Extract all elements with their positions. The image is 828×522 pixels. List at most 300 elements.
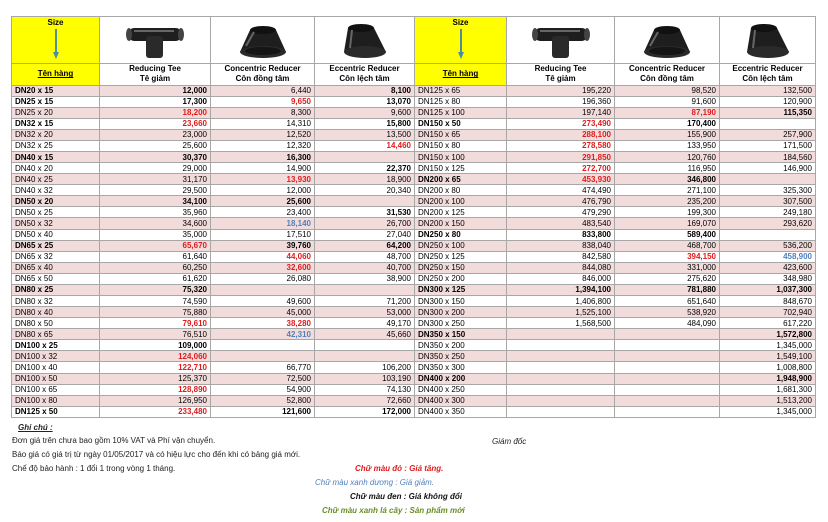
- right-size-cell: DN350 x 250: [415, 351, 507, 362]
- left-con-cell: 66,770: [211, 362, 315, 373]
- table-row: [12, 151, 816, 162]
- left-tee-cell: 233,480: [100, 406, 211, 417]
- left-con-cell: 49,600: [211, 295, 315, 306]
- right-tee-cell: [507, 395, 615, 406]
- left-ecc-cell: 13,500: [315, 129, 415, 140]
- arrow-down-icon: [53, 29, 59, 59]
- table-row: [12, 395, 816, 406]
- right-con-cell: 781,880: [615, 284, 720, 295]
- left-tee-cell: 35,960: [100, 207, 211, 218]
- right-size-cell: DN150 x 80: [415, 140, 507, 151]
- right-tee-cell: 1,406,800: [507, 295, 615, 306]
- table-row: [12, 163, 816, 174]
- right-con-cell: 271,100: [615, 185, 720, 196]
- left-ecc-cell: 14,460: [315, 140, 415, 151]
- right-size-cell: DN400 x 250: [415, 384, 507, 395]
- legend-black: Chữ màu đen : Giá không đổi: [350, 492, 462, 501]
- left-ecc-cell: 48,700: [315, 251, 415, 262]
- right-tee-cell: 195,220: [507, 85, 615, 96]
- right-tee-cell: 483,540: [507, 218, 615, 229]
- concentric-reducer-image-right: [615, 17, 720, 64]
- left-ecc-cell: 45,660: [315, 329, 415, 340]
- table-row: [12, 107, 816, 118]
- right-tee-cell: 474,490: [507, 185, 615, 196]
- right-con-cell: 589,400: [615, 229, 720, 240]
- left-size-cell: DN40 x 20: [12, 163, 100, 174]
- right-ecc-cell: 1,037,300: [720, 284, 816, 295]
- left-size-cell: DN40 x 25: [12, 174, 100, 185]
- left-size-cell: DN100 x 25: [12, 340, 100, 351]
- right-con-cell: 133,950: [615, 140, 720, 151]
- concentric-reducer-image: [211, 17, 315, 64]
- left-size-cell: DN125 x 50: [12, 406, 100, 417]
- right-con-cell: 91,600: [615, 96, 720, 107]
- left-ecc-cell: 22,370: [315, 163, 415, 174]
- arrow-down-icon: [458, 29, 464, 59]
- left-size-cell: DN32 x 20: [12, 129, 100, 140]
- left-size-cell: DN80 x 40: [12, 307, 100, 318]
- right-tee-cell: 838,040: [507, 240, 615, 251]
- table-row: [12, 185, 816, 196]
- right-ecc-cell: 325,300: [720, 185, 816, 196]
- left-size-cell: DN100 x 40: [12, 362, 100, 373]
- right-ecc-cell: 249,180: [720, 207, 816, 218]
- right-tee-cell: 272,700: [507, 163, 615, 174]
- left-size-cell: DN20 x 15: [12, 85, 100, 96]
- header-image-row: [12, 17, 816, 64]
- right-con-cell: [615, 395, 720, 406]
- right-tee-cell: [507, 384, 615, 395]
- left-ecc-cell: 103,190: [315, 373, 415, 384]
- right-tee-cell: 1,394,100: [507, 284, 615, 295]
- table-row: [12, 340, 816, 351]
- table-row: [12, 295, 816, 306]
- table-row: [12, 174, 816, 185]
- right-ecc-cell: 1,948,900: [720, 373, 816, 384]
- left-con-cell: 25,600: [211, 196, 315, 207]
- left-size-cell: DN65 x 50: [12, 273, 100, 284]
- left-tee-cell: 76,510: [100, 329, 211, 340]
- left-size-cell: DN100 x 65: [12, 384, 100, 395]
- right-con-cell: [615, 384, 720, 395]
- left-ecc-cell: [315, 284, 415, 295]
- table-row: [12, 384, 816, 395]
- left-tee-cell: 18,200: [100, 107, 211, 118]
- left-ecc-cell: 53,000: [315, 307, 415, 318]
- left-con-cell: 45,000: [211, 307, 315, 318]
- left-size-cell: DN100 x 80: [12, 395, 100, 406]
- right-con-cell: [615, 351, 720, 362]
- right-size-cell: DN300 x 125: [415, 284, 507, 295]
- col-header-concentric-reducer: Concentric Reducer Côn đồng tâm: [211, 64, 315, 85]
- left-tee-cell: 31,170: [100, 174, 211, 185]
- table-row: [12, 284, 816, 295]
- left-tee-cell: 35,000: [100, 229, 211, 240]
- right-size-cell: DN350 x 200: [415, 340, 507, 351]
- right-tee-cell: 453,930: [507, 174, 615, 185]
- right-con-cell: 116,950: [615, 163, 720, 174]
- name-header-right: Tên hàng: [415, 64, 507, 85]
- left-con-cell: 121,600: [211, 406, 315, 417]
- left-con-cell: 32,600: [211, 262, 315, 273]
- right-ecc-cell: 536,200: [720, 240, 816, 251]
- left-ecc-cell: 8,100: [315, 85, 415, 96]
- col-header-concentric-reducer-right: Concentric Reducer Côn đồng tâm: [615, 64, 720, 85]
- right-size-cell: DN250 x 80: [415, 229, 507, 240]
- right-ecc-cell: 1,345,000: [720, 406, 816, 417]
- right-tee-cell: 476,790: [507, 196, 615, 207]
- right-ecc-cell: 120,900: [720, 96, 816, 107]
- right-con-cell: [615, 406, 720, 417]
- left-size-cell: DN100 x 50: [12, 373, 100, 384]
- table-row: [12, 273, 816, 284]
- left-ecc-cell: 71,200: [315, 295, 415, 306]
- right-size-cell: DN150 x 100: [415, 151, 507, 162]
- left-con-cell: 13,930: [211, 174, 315, 185]
- right-ecc-cell: 348,980: [720, 273, 816, 284]
- right-con-cell: 468,700: [615, 240, 720, 251]
- left-ecc-cell: 27,040: [315, 229, 415, 240]
- left-tee-cell: 60,250: [100, 262, 211, 273]
- left-ecc-cell: 172,000: [315, 406, 415, 417]
- right-con-cell: 98,520: [615, 85, 720, 96]
- left-con-cell: 26,080: [211, 273, 315, 284]
- size-label: Size: [47, 18, 64, 27]
- right-size-cell: DN200 x 80: [415, 185, 507, 196]
- left-tee-cell: 122,710: [100, 362, 211, 373]
- left-tee-cell: 23,660: [100, 118, 211, 129]
- left-size-cell: DN50 x 20: [12, 196, 100, 207]
- left-size-cell: DN80 x 50: [12, 318, 100, 329]
- right-ecc-cell: 115,350: [720, 107, 816, 118]
- left-con-cell: 44,060: [211, 251, 315, 262]
- left-con-cell: 72,500: [211, 373, 315, 384]
- left-tee-cell: 30,370: [100, 151, 211, 162]
- left-con-cell: 12,320: [211, 140, 315, 151]
- right-size-cell: DN125 x 65: [415, 85, 507, 96]
- left-tee-cell: 17,300: [100, 96, 211, 107]
- left-ecc-cell: 38,900: [315, 273, 415, 284]
- table-row: [12, 218, 816, 229]
- left-con-cell: [211, 284, 315, 295]
- left-size-cell: DN65 x 25: [12, 240, 100, 251]
- reducing-tee-image: [100, 17, 211, 64]
- right-ecc-cell: 132,500: [720, 85, 816, 96]
- legend-blue: Chữ màu xanh dương : Giá giảm.: [315, 478, 435, 487]
- right-tee-cell: 196,360: [507, 96, 615, 107]
- left-ecc-cell: [315, 351, 415, 362]
- left-ecc-cell: 106,200: [315, 362, 415, 373]
- right-con-cell: [615, 329, 720, 340]
- right-tee-cell: [507, 362, 615, 373]
- col-header-reducing-tee-right: Reducing Tee Tê giảm: [507, 64, 615, 85]
- table-row: [12, 262, 816, 273]
- left-size-cell: DN80 x 32: [12, 295, 100, 306]
- left-size-cell: DN50 x 25: [12, 207, 100, 218]
- left-con-cell: 12,000: [211, 185, 315, 196]
- right-size-cell: DN300 x 200: [415, 307, 507, 318]
- left-con-cell: 14,900: [211, 163, 315, 174]
- right-tee-cell: 273,490: [507, 118, 615, 129]
- left-tee-cell: 29,500: [100, 185, 211, 196]
- left-con-cell: 54,900: [211, 384, 315, 395]
- right-size-cell: DN300 x 250: [415, 318, 507, 329]
- note-vat: Đơn giá trên chưa bao gồm 10% VAT và Phí vận chuyển.: [12, 436, 216, 445]
- left-ecc-cell: 18,900: [315, 174, 415, 185]
- right-ecc-cell: 1,681,300: [720, 384, 816, 395]
- right-con-cell: 87,190: [615, 107, 720, 118]
- left-con-cell: 52,800: [211, 395, 315, 406]
- left-tee-cell: 124,060: [100, 351, 211, 362]
- right-con-cell: [615, 373, 720, 384]
- right-tee-cell: 197,140: [507, 107, 615, 118]
- left-tee-cell: 128,890: [100, 384, 211, 395]
- right-tee-cell: 291,850: [507, 151, 615, 162]
- right-ecc-cell: 617,220: [720, 318, 816, 329]
- left-con-cell: 16,300: [211, 151, 315, 162]
- right-tee-cell: 844,080: [507, 262, 615, 273]
- right-ecc-cell: 1,513,200: [720, 395, 816, 406]
- left-tee-cell: 79,610: [100, 318, 211, 329]
- left-tee-cell: 109,000: [100, 340, 211, 351]
- header-text-row: [12, 64, 816, 85]
- right-ecc-cell: 307,500: [720, 196, 816, 207]
- left-size-cell: DN40 x 32: [12, 185, 100, 196]
- table-row: [12, 251, 816, 262]
- right-ecc-cell: [720, 229, 816, 240]
- right-tee-cell: 833,800: [507, 229, 615, 240]
- price-table: [11, 16, 816, 418]
- table-row: [12, 196, 816, 207]
- left-size-cell: DN65 x 40: [12, 262, 100, 273]
- right-tee-cell: 1,525,100: [507, 307, 615, 318]
- size-label-right: Size: [452, 18, 469, 27]
- left-tee-cell: 29,000: [100, 163, 211, 174]
- left-con-cell: 23,400: [211, 207, 315, 218]
- left-con-cell: 14,310: [211, 118, 315, 129]
- right-con-cell: 538,920: [615, 307, 720, 318]
- right-tee-cell: [507, 329, 615, 340]
- right-tee-cell: 288,100: [507, 129, 615, 140]
- right-size-cell: DN400 x 200: [415, 373, 507, 384]
- right-con-cell: 346,800: [615, 174, 720, 185]
- table-row: [12, 307, 816, 318]
- left-size-cell: DN100 x 32: [12, 351, 100, 362]
- right-ecc-cell: [720, 174, 816, 185]
- left-tee-cell: 12,000: [100, 85, 211, 96]
- right-ecc-cell: 702,940: [720, 307, 816, 318]
- left-ecc-cell: 31,530: [315, 207, 415, 218]
- left-size-cell: DN40 x 15: [12, 151, 100, 162]
- left-size-cell: DN80 x 65: [12, 329, 100, 340]
- left-size-cell: DN32 x 15: [12, 118, 100, 129]
- table-row: [12, 373, 816, 384]
- left-ecc-cell: [315, 151, 415, 162]
- left-tee-cell: 126,950: [100, 395, 211, 406]
- left-tee-cell: 65,670: [100, 240, 211, 251]
- right-con-cell: 155,900: [615, 129, 720, 140]
- right-tee-cell: 1,568,500: [507, 318, 615, 329]
- table-row: [12, 85, 816, 96]
- left-size-cell: DN32 x 25: [12, 140, 100, 151]
- right-size-cell: DN150 x 65: [415, 129, 507, 140]
- legend-red: Chữ màu đỏ : Giá tăng.: [355, 464, 444, 473]
- right-tee-cell: 846,000: [507, 273, 615, 284]
- left-ecc-cell: 72,660: [315, 395, 415, 406]
- right-ecc-cell: 184,560: [720, 151, 816, 162]
- left-con-cell: [211, 351, 315, 362]
- table-row: [12, 329, 816, 340]
- left-con-cell: [211, 340, 315, 351]
- right-size-cell: DN400 x 300: [415, 395, 507, 406]
- left-ecc-cell: 64,200: [315, 240, 415, 251]
- right-size-cell: DN200 x 65: [415, 174, 507, 185]
- note-warranty: Chế độ bảo hành : 1 đổi 1 trong vòng 1 tháng.: [12, 464, 176, 473]
- right-size-cell: DN150 x 125: [415, 163, 507, 174]
- left-ecc-cell: 49,170: [315, 318, 415, 329]
- right-ecc-cell: 171,500: [720, 140, 816, 151]
- col-header-eccentric-reducer: Eccentric Reducer Côn lệch tâm: [315, 64, 415, 85]
- left-size-cell: DN50 x 40: [12, 229, 100, 240]
- table-row: [12, 207, 816, 218]
- left-con-cell: 38,280: [211, 318, 315, 329]
- left-ecc-cell: 26,700: [315, 218, 415, 229]
- right-size-cell: DN125 x 80: [415, 96, 507, 107]
- table-row: [12, 406, 816, 417]
- right-size-cell: DN125 x 100: [415, 107, 507, 118]
- right-size-cell: DN400 x 350: [415, 406, 507, 417]
- right-size-cell: DN250 x 100: [415, 240, 507, 251]
- left-tee-cell: 25,600: [100, 140, 211, 151]
- right-size-cell: DN200 x 150: [415, 218, 507, 229]
- right-ecc-cell: 848,670: [720, 295, 816, 306]
- table-row: [12, 96, 816, 107]
- size-header-cell-right: [415, 17, 507, 64]
- table-row: [12, 351, 816, 362]
- right-ecc-cell: 1,572,800: [720, 329, 816, 340]
- reducing-tee-image-right: [507, 17, 615, 64]
- right-tee-cell: [507, 351, 615, 362]
- left-tee-cell: 34,600: [100, 218, 211, 229]
- left-con-cell: 8,300: [211, 107, 315, 118]
- left-tee-cell: 23,000: [100, 129, 211, 140]
- left-size-cell: DN25 x 15: [12, 96, 100, 107]
- right-con-cell: 169,070: [615, 218, 720, 229]
- right-con-cell: 394,150: [615, 251, 720, 262]
- right-ecc-cell: 1,549,100: [720, 351, 816, 362]
- col-header-reducing-tee: Reducing Tee Tê giảm: [100, 64, 211, 85]
- notes-title: Ghi chú :: [18, 423, 53, 432]
- right-ecc-cell: 257,900: [720, 129, 816, 140]
- right-tee-cell: [507, 340, 615, 351]
- table-row: [12, 318, 816, 329]
- right-size-cell: DN250 x 125: [415, 251, 507, 262]
- size-header-cell: [12, 17, 100, 64]
- left-tee-cell: 75,320: [100, 284, 211, 295]
- left-con-cell: 9,650: [211, 96, 315, 107]
- right-tee-cell: [507, 406, 615, 417]
- note-validity: Báo giá có giá trị từ ngày 01/05/2017 và có hiệu lực cho đến khi có bảng giá mới.: [12, 450, 301, 459]
- left-con-cell: 12,520: [211, 129, 315, 140]
- table-row: [12, 118, 816, 129]
- left-ecc-cell: [315, 340, 415, 351]
- right-con-cell: 199,300: [615, 207, 720, 218]
- eccentric-reducer-image-right: [720, 17, 816, 64]
- right-size-cell: DN200 x 125: [415, 207, 507, 218]
- right-size-cell: DN350 x 300: [415, 362, 507, 373]
- right-con-cell: 651,640: [615, 295, 720, 306]
- right-con-cell: 331,000: [615, 262, 720, 273]
- table-row: [12, 229, 816, 240]
- left-ecc-cell: 20,340: [315, 185, 415, 196]
- right-ecc-cell: 293,620: [720, 218, 816, 229]
- right-con-cell: 235,200: [615, 196, 720, 207]
- col-header-eccentric-reducer-right: Eccentric Reducer Côn lệch tâm: [720, 64, 816, 85]
- right-con-cell: 275,620: [615, 273, 720, 284]
- right-con-cell: 484,090: [615, 318, 720, 329]
- right-tee-cell: [507, 373, 615, 384]
- right-tee-cell: 479,290: [507, 207, 615, 218]
- right-ecc-cell: 423,600: [720, 262, 816, 273]
- legend-green: Chữ màu xanh lá cây : Sản phẩm mới: [322, 506, 465, 515]
- director-label: Giám đốc: [492, 437, 527, 446]
- table-row: [12, 362, 816, 373]
- left-tee-cell: 125,370: [100, 373, 211, 384]
- right-ecc-cell: [720, 118, 816, 129]
- left-tee-cell: 61,620: [100, 273, 211, 284]
- left-con-cell: 6,440: [211, 85, 315, 96]
- left-ecc-cell: [315, 196, 415, 207]
- name-header: Tên hàng: [12, 64, 100, 85]
- left-ecc-cell: 15,800: [315, 118, 415, 129]
- left-con-cell: 17,510: [211, 229, 315, 240]
- right-con-cell: 120,760: [615, 151, 720, 162]
- left-tee-cell: 74,590: [100, 295, 211, 306]
- notes-section: [10, 420, 820, 520]
- left-tee-cell: 61,640: [100, 251, 211, 262]
- left-size-cell: DN50 x 32: [12, 218, 100, 229]
- right-ecc-cell: 1,008,800: [720, 362, 816, 373]
- table-row: [12, 140, 816, 151]
- left-size-cell: DN65 x 32: [12, 251, 100, 262]
- eccentric-reducer-image: [315, 17, 415, 64]
- right-tee-cell: 842,580: [507, 251, 615, 262]
- right-size-cell: DN350 x 150: [415, 329, 507, 340]
- right-size-cell: DN250 x 150: [415, 262, 507, 273]
- table-row: [12, 129, 816, 140]
- right-tee-cell: 278,580: [507, 140, 615, 151]
- left-size-cell: DN25 x 20: [12, 107, 100, 118]
- left-tee-cell: 75,880: [100, 307, 211, 318]
- right-ecc-cell: 146,900: [720, 163, 816, 174]
- left-ecc-cell: 74,130: [315, 384, 415, 395]
- right-con-cell: [615, 340, 720, 351]
- left-tee-cell: 34,100: [100, 196, 211, 207]
- right-size-cell: DN300 x 150: [415, 295, 507, 306]
- right-con-cell: 170,400: [615, 118, 720, 129]
- right-size-cell: DN200 x 100: [415, 196, 507, 207]
- table-row: [12, 240, 816, 251]
- left-con-cell: 42,310: [211, 329, 315, 340]
- left-con-cell: 39,760: [211, 240, 315, 251]
- right-ecc-cell: 458,900: [720, 251, 816, 262]
- right-con-cell: [615, 362, 720, 373]
- left-size-cell: DN80 x 25: [12, 284, 100, 295]
- left-con-cell: 18,140: [211, 218, 315, 229]
- left-ecc-cell: 9,600: [315, 107, 415, 118]
- left-ecc-cell: 13,070: [315, 96, 415, 107]
- right-size-cell: DN150 x 50: [415, 118, 507, 129]
